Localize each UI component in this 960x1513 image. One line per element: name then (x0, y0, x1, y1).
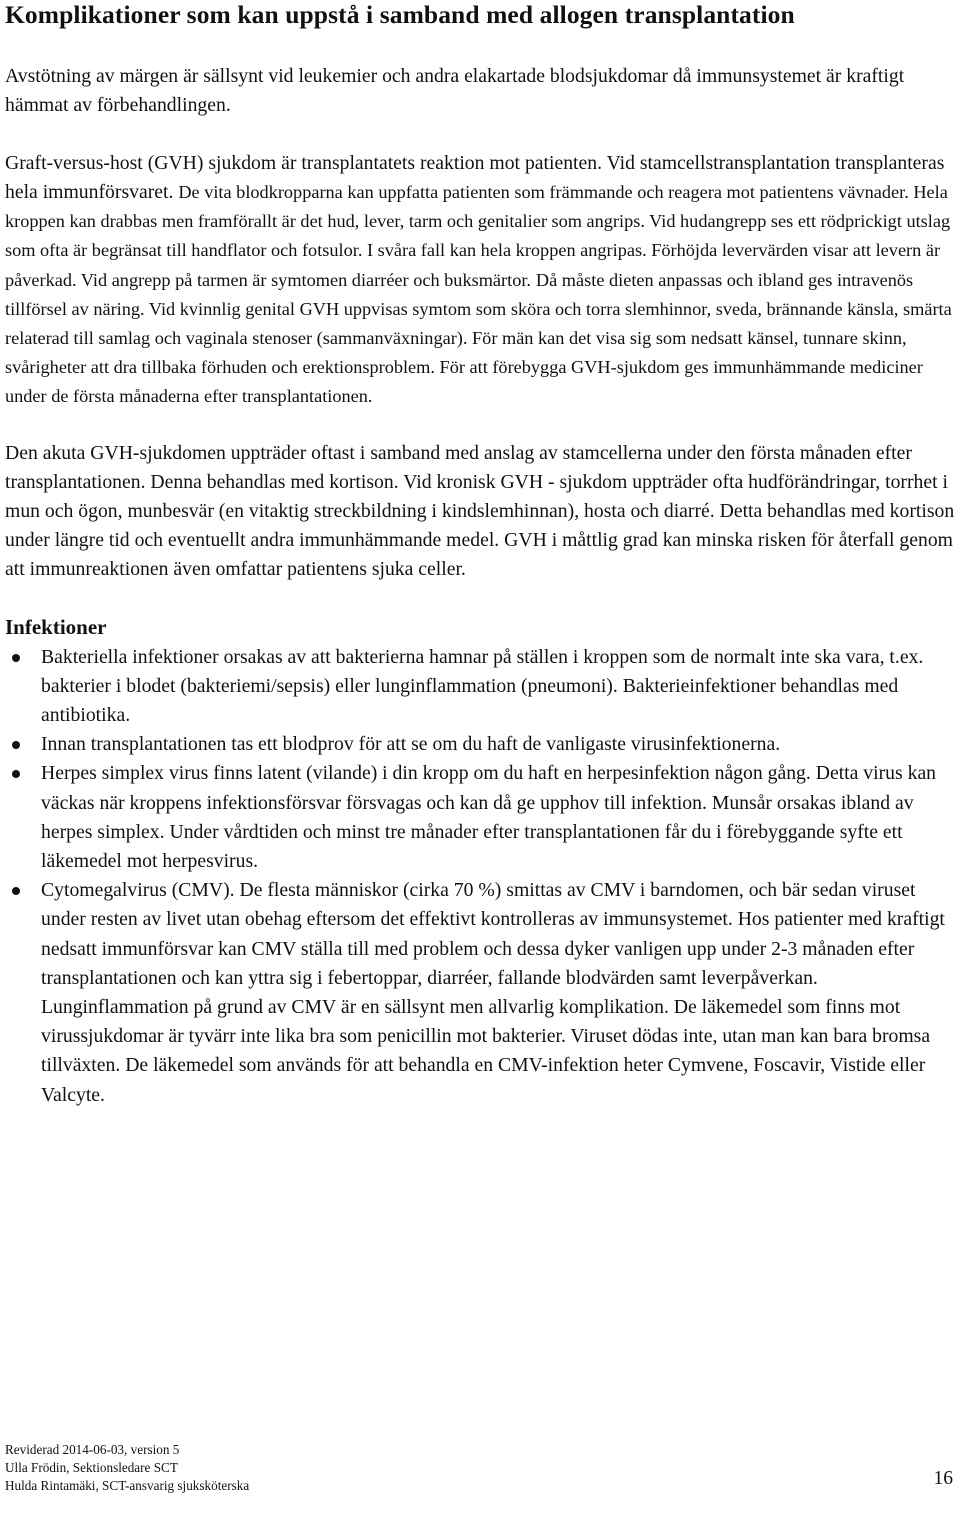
list-item (5, 643, 955, 731)
list-item (5, 876, 955, 1110)
infection-list (5, 643, 955, 1110)
list-item-text: Bakteriella infektioner orsakas av att bakterierna hamnar på ställen i kroppen som de normalt inte ska vara, t.ex. bakterier i blodet (bakteriemi/sepsis) eller lunginflammation (pneumoni). Bakterieinfektioner behandlas med antibiotika. (41, 645, 924, 726)
document-body (5, 0, 955, 1110)
paragraph-gvh-symptoms: De vita blodkropparna kan uppfatta patienten som främmande och reagera mot patientens vävnader. Hela kroppen kan drabbas men framförallt är det hud, lever, tarm och genitalier som angrips. Vid hudangrepp ses ett rödprickigt utslag som ofta är begränsat till handflator och fotsulor. I svåra fall kan hela kroppen angripas. Förhöjda levervärden visar att levern är påverkad. Vid angrepp på tarmen är symtomen diarréer och buksmärtor. (5, 182, 951, 290)
paragraph-gvh-treatment: Då måste dieten anpassas och ibland ges intravenös tillförsel av näring. Vid kvinnlig genital GVH uppvisas symtom som sköra och torra slemhinnor, sveda, brännande känsla, smärta relaterad till samlag och vaginala stenoser (sammanväxningar). För män kan det visa sig som nedsatt känsel, tunnare skinn, svårigheter att dra tillbaka förhuden och erektionsproblem. För att förebygga GVH-sjukdom ges immunhämmande mediciner under de första månaderna efter transplantationen. (5, 269, 952, 406)
list-item (5, 759, 955, 876)
paragraph-acute-chronic-gvh: Den akuta GVH-sjukdomen uppträder oftast i samband med anslag av stamcellerna under den första månaden efter transplantationen. Denna behandlas med kortison. Vid kronisk GVH - sjukdom uppträder ofta hudförändringar, torrhet i mun och ögon, munbesvär (en vitaktig streckbildning i kindslemhinnan), hosta och diarré. Detta behandlas med kortison under längre tid och eventuellt andra immunhämmande medel. GVH i måttlig grad kan minska risken för återfall genom att immunreaktionen även omfattar patientens sjuka celler. (5, 442, 955, 581)
author-line: Ulla Frödin, Sektionsledare SCT (5, 1460, 178, 1476)
document-footer (5, 1441, 249, 1496)
list-item-text: Innan transplantationen tas ett blodprov för att se om du haft de vanligaste virusinfektionerna. (41, 733, 781, 756)
bullet-icon (12, 770, 20, 778)
list-item-text: Cytomegalvirus (CMV). De flesta människor (cirka 70 %) smittas av CMV i barndomen, och bär sedan viruset under resten av livet utan obehag eftersom det effektivt kontrolleras av immunsystemet. Hos patienter med kraftigt nedsatt immunförsvar kan CMV ställa till med problem och dessa dyker vanligen upp under 2-3 månaden efter transplantationen och kan yttra sig i febertoppar, diarréer, fallande blodvärden samt leverpåverkan. Lunginflammation på grund av CMV är en sällsynt men allvarlig komplikation. De läkemedel som finns mot virussjukdomar är tyvärr inte lika bra som penicillin mot bakterier. Viruset dödas inte, utan man kan bara bromsa tillväxten. De läkemedel som används för att behandla en CMV-infektion heter Cymvene, Foscavir, Vistide eller Valcyte. (41, 879, 945, 1106)
list-item-text: Herpes simplex virus finns latent (vilande) i din kropp om du haft en herpesinfektion någon gång. Detta virus kan väckas när kroppens infektionsförsvar försvagas och kan då ge upphov till infektion. Munsår orsakas ibland av herpes simplex. Under vårdtiden och minst tre månader efter transplantationen får du i förebyggande syfte ett läkemedel mot herpesvirus. (41, 762, 937, 872)
paragraph-rejection: Avstötning av märgen är sällsynt vid leukemier och andra elakartade blodsjukdomar då immunsystemet är kraftigt hämmat av förbehandlingen. (5, 65, 905, 117)
page-number: 16 (933, 1468, 953, 1489)
bullet-icon (12, 654, 20, 662)
revision-line: Reviderad 2014-06-03, version 5 (5, 1442, 180, 1457)
bullet-icon (12, 887, 20, 895)
paragraph-gvh (5, 149, 955, 411)
section-heading-infections: Infektioner (5, 614, 107, 639)
list-item (5, 730, 955, 759)
page-title: Komplikationer som kan uppstå i samband med allogen transplantation (5, 0, 795, 29)
paragraph-gvh-intro: Graft-versus-host (GVH) sjukdom är transplantatets reaktion mot patienten. Vid stamcellstransplantation transplanteras hela immunförsvaret. (5, 152, 945, 204)
bullet-icon (12, 741, 20, 749)
author-line: Hulda Rintamäki, SCT-ansvarig sjuksköterska (5, 1478, 250, 1494)
